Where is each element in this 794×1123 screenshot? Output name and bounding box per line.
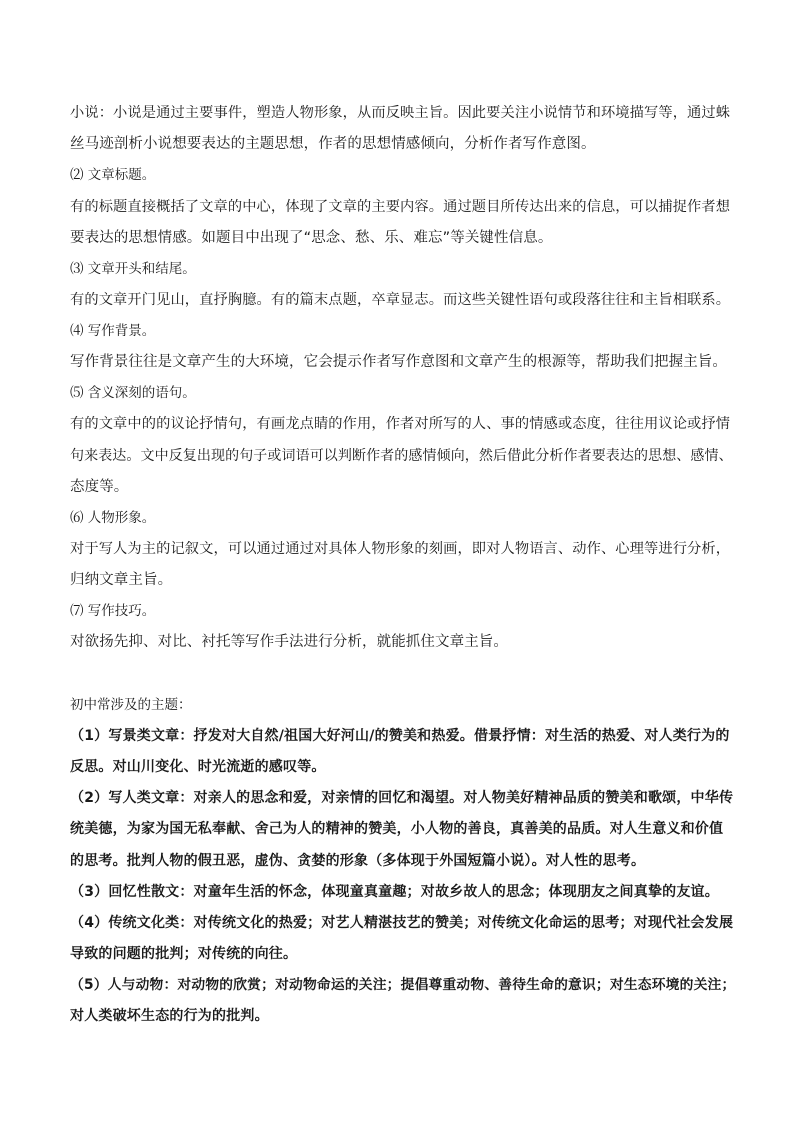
section-body-line: 归纳文章主旨。	[70, 572, 173, 588]
topic-line: 对人类破坏生态的行为的批判。	[70, 1008, 269, 1024]
section-heading-title: ⑵ 文章标题。	[70, 167, 156, 183]
section-heading-opening-ending: ⑶ 文章开头和结尾。	[70, 261, 196, 277]
topics-intro-heading: 初中常涉及的主题：	[70, 697, 192, 713]
topic-line: 的思考。批判人物的假丑恶，虚伪、贪婪的形象（多体现于外国短篇小说）。对人性的思考。	[70, 853, 646, 869]
topic-line: 导致的问题的批判；对传统的向往。	[70, 946, 298, 962]
section-body-line: 对于写人为主的记叙文，可以通过通过对具体人物形象的刻画，即对人物语言、动作、心理等进行分析，	[70, 541, 731, 557]
topic-line: （3）回忆性散文：对童年生活的怀念，体现童真童趣；对故乡故人的思念；体现朋友之间真挚的友谊。	[70, 884, 719, 900]
topic-line: （2）写人类文章：对亲人的思念和爱，对亲情的回忆和渴望。对人物美好精神品质的赞美和歌颂，中华传	[70, 790, 734, 806]
section-heading-writing-techniques: ⑺ 写作技巧。	[70, 603, 156, 619]
section-body-line: 对欲扬先抑、对比、衬托等写作手法进行分析，就能抓住文章主旨。	[70, 634, 508, 650]
novel-paragraph-line: 丝马迹剖析小说想要表达的主题思想，作者的思想情感倾向，分析作者写作意图。	[70, 136, 596, 152]
section-body-line: 句来表达。文中反复出现的句子或词语可以判断作者的感情倾向，然后借此分析作者要表达的思想、感情、	[70, 448, 733, 464]
section-body-line: 态度等。	[70, 479, 129, 495]
section-heading-background: ⑷ 写作背景。	[70, 323, 156, 339]
section-body-line: 有的文章开门见山，直抒胸臆。有的篇末点题，卒章显志。而这些关键性语句或段落往往和主旨相联系。	[70, 292, 731, 308]
topic-line: （1）写景类文章：抒发对大自然/祖国大好河山/的赞美和热爱。借景抒情：对生活的热爱、对人类行为的	[70, 728, 730, 744]
section-body-line: 要表达的思想情感。如题目中出现了“思念、愁、乐、难忘”等关键性信息。	[70, 230, 553, 246]
topic-line: 反思。对山川变化、时光流逝的感叹等。	[70, 759, 326, 775]
section-body-line: 有的文章中的的议论抒情句，有画龙点睛的作用，作者对所写的人、事的情感或态度，往往用议论或抒情	[70, 416, 731, 432]
topic-line: （4）传统文化类：对传统文化的热爱；对艺人精湛技艺的赞美；对传统文化命运的思考；对现代社会发展	[70, 915, 734, 931]
topic-line: 统美德，为家为国无私奉献、舍己为人的精神的赞美，小人物的善良，真善美的品质。对人生意义和价值	[70, 821, 724, 837]
section-heading-meaningful-sentences: ⑸ 含义深刻的语句。	[70, 385, 196, 401]
novel-paragraph-line: 小说：小说是通过主要事件，塑造人物形象，从而反映主旨。因此要关注小说情节和环境描写等，通过蛛	[70, 105, 731, 121]
section-heading-character-image: ⑹ 人物形象。	[70, 510, 156, 526]
section-body-line: 有的标题直接概括了文章的中心，体现了文章的主要内容。通过题目所传达出来的信息，可以捕捉作者想	[70, 199, 731, 215]
topic-line: （5）人与动物：对动物的欣赏；对动物命运的关注；提倡尊重动物、善待生命的意识；对生态环境的关注；	[70, 977, 736, 993]
section-body-line: 写作背景往往是文章产生的大环境，它会提示作者写作意图和文章产生的根源等，帮助我们把握主旨。	[70, 354, 727, 370]
